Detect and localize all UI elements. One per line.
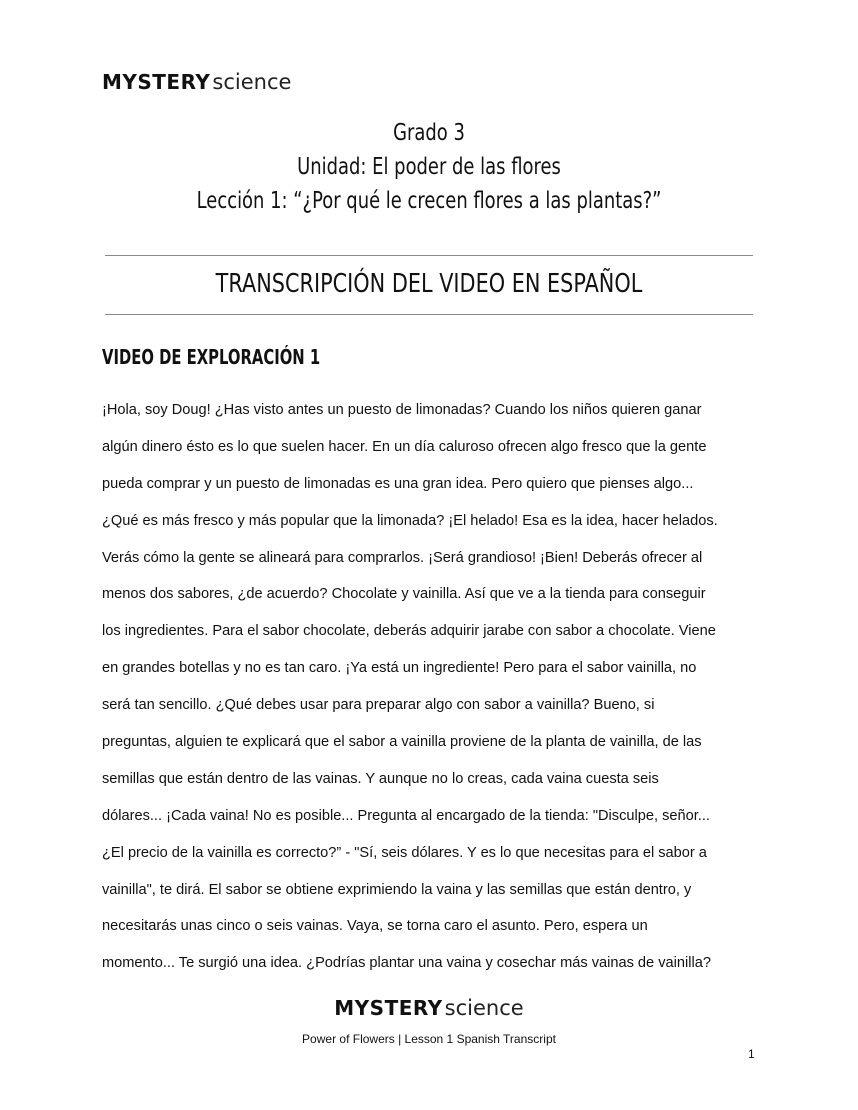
page-number: 1 [748, 1047, 755, 1061]
body-line: necesitarás unas cinco o seis vainas. Vaya, se torna caro el asunto. Pero, espera un [102, 918, 648, 935]
body-line: será tan sencillo. ¿Qué debes usar para preparar algo con sabor a vainilla? Bueno, si [102, 697, 655, 714]
body-line: ¿Qué es más fresco y más popular que la limonada? ¡El helado! Esa es la idea, hacer helados. [102, 512, 718, 529]
body-line: preguntas, alguien te explicará que el sabor a vainilla proviene de la planta de vainilla, de las [102, 734, 702, 751]
lesson-title: Lección 1: “¿Por qué le crecen flores a las plantas?” [196, 188, 662, 214]
body-line: semillas que están dentro de las vainas. Y aunque no lo creas, cada vaina cuesta seis [102, 770, 659, 787]
body-line: ¿El precio de la vainilla es correcto?” - "Sí, seis dólares. Y es lo que necesitas para el sabor a [102, 844, 707, 861]
body-line: algún dinero ésto es lo que suelen hacer. En un día caluroso ofrecen algo fresco que la gente [102, 438, 707, 455]
body-line: ¡Hola, soy Doug! ¿Has visto antes un puesto de limonadas? Cuando los niños quieren ganar [102, 402, 702, 418]
body-line: Verás cómo la gente se alineará para comprarlos. ¡Será grandioso! ¡Bien! Deberás ofrecer al [102, 549, 703, 566]
body-line: momento... Te surgió una idea. ¿Podrías plantar una vaina y cosechar más vainas de vainilla? [102, 955, 711, 972]
footer-logo-bold: MYSTERY [334, 996, 443, 1020]
body-line: los ingredientes. Para el sabor chocolate, deberás adquirir jarabe con sabor a chocolate. Viene [102, 623, 716, 640]
body-line: pueda comprar y un puesto de limonadas es una gran idea. Pero quiero que pienses algo... [102, 475, 694, 492]
transcript-body [102, 392, 762, 982]
footer-logo [0, 996, 858, 1020]
header-logo-light: science [212, 70, 292, 94]
body-line: vainilla", te dirá. El sabor se obtiene exprimiendo la vaina y las semillas que están dentro, y [102, 881, 692, 898]
section-heading: VIDEO DE EXPLORACIÓN 1 [102, 345, 321, 369]
body-line: dólares... ¡Cada vaina! No es posible... Pregunta al encargado de la tienda: "Disculpe, señor... [102, 807, 710, 824]
footer-caption: Power of Flowers | Lesson 1 Spanish Transcript [302, 1032, 556, 1046]
header-logo-bold: MYSTERY [102, 70, 211, 94]
unit-title: Unidad: El poder de las flores [297, 154, 561, 180]
body-line: menos dos sabores, ¿de acuerdo? Chocolate y vainilla. Así que ve a la tienda para conseguir [102, 586, 706, 603]
transcript-subtitle: TRANSCRIPCIÓN DEL VIDEO EN ESPAÑOL [215, 269, 643, 299]
footer-logo-light: science [444, 996, 524, 1020]
divider-bottom [105, 314, 753, 315]
header-logo [102, 70, 291, 94]
divider-top [105, 255, 753, 256]
grade-title: Grado 3 [393, 120, 465, 146]
body-line: en grandes botellas y no es tan caro. ¡Ya está un ingrediente! Pero para el sabor vainilla, no [102, 660, 697, 677]
document-heading [0, 116, 858, 218]
